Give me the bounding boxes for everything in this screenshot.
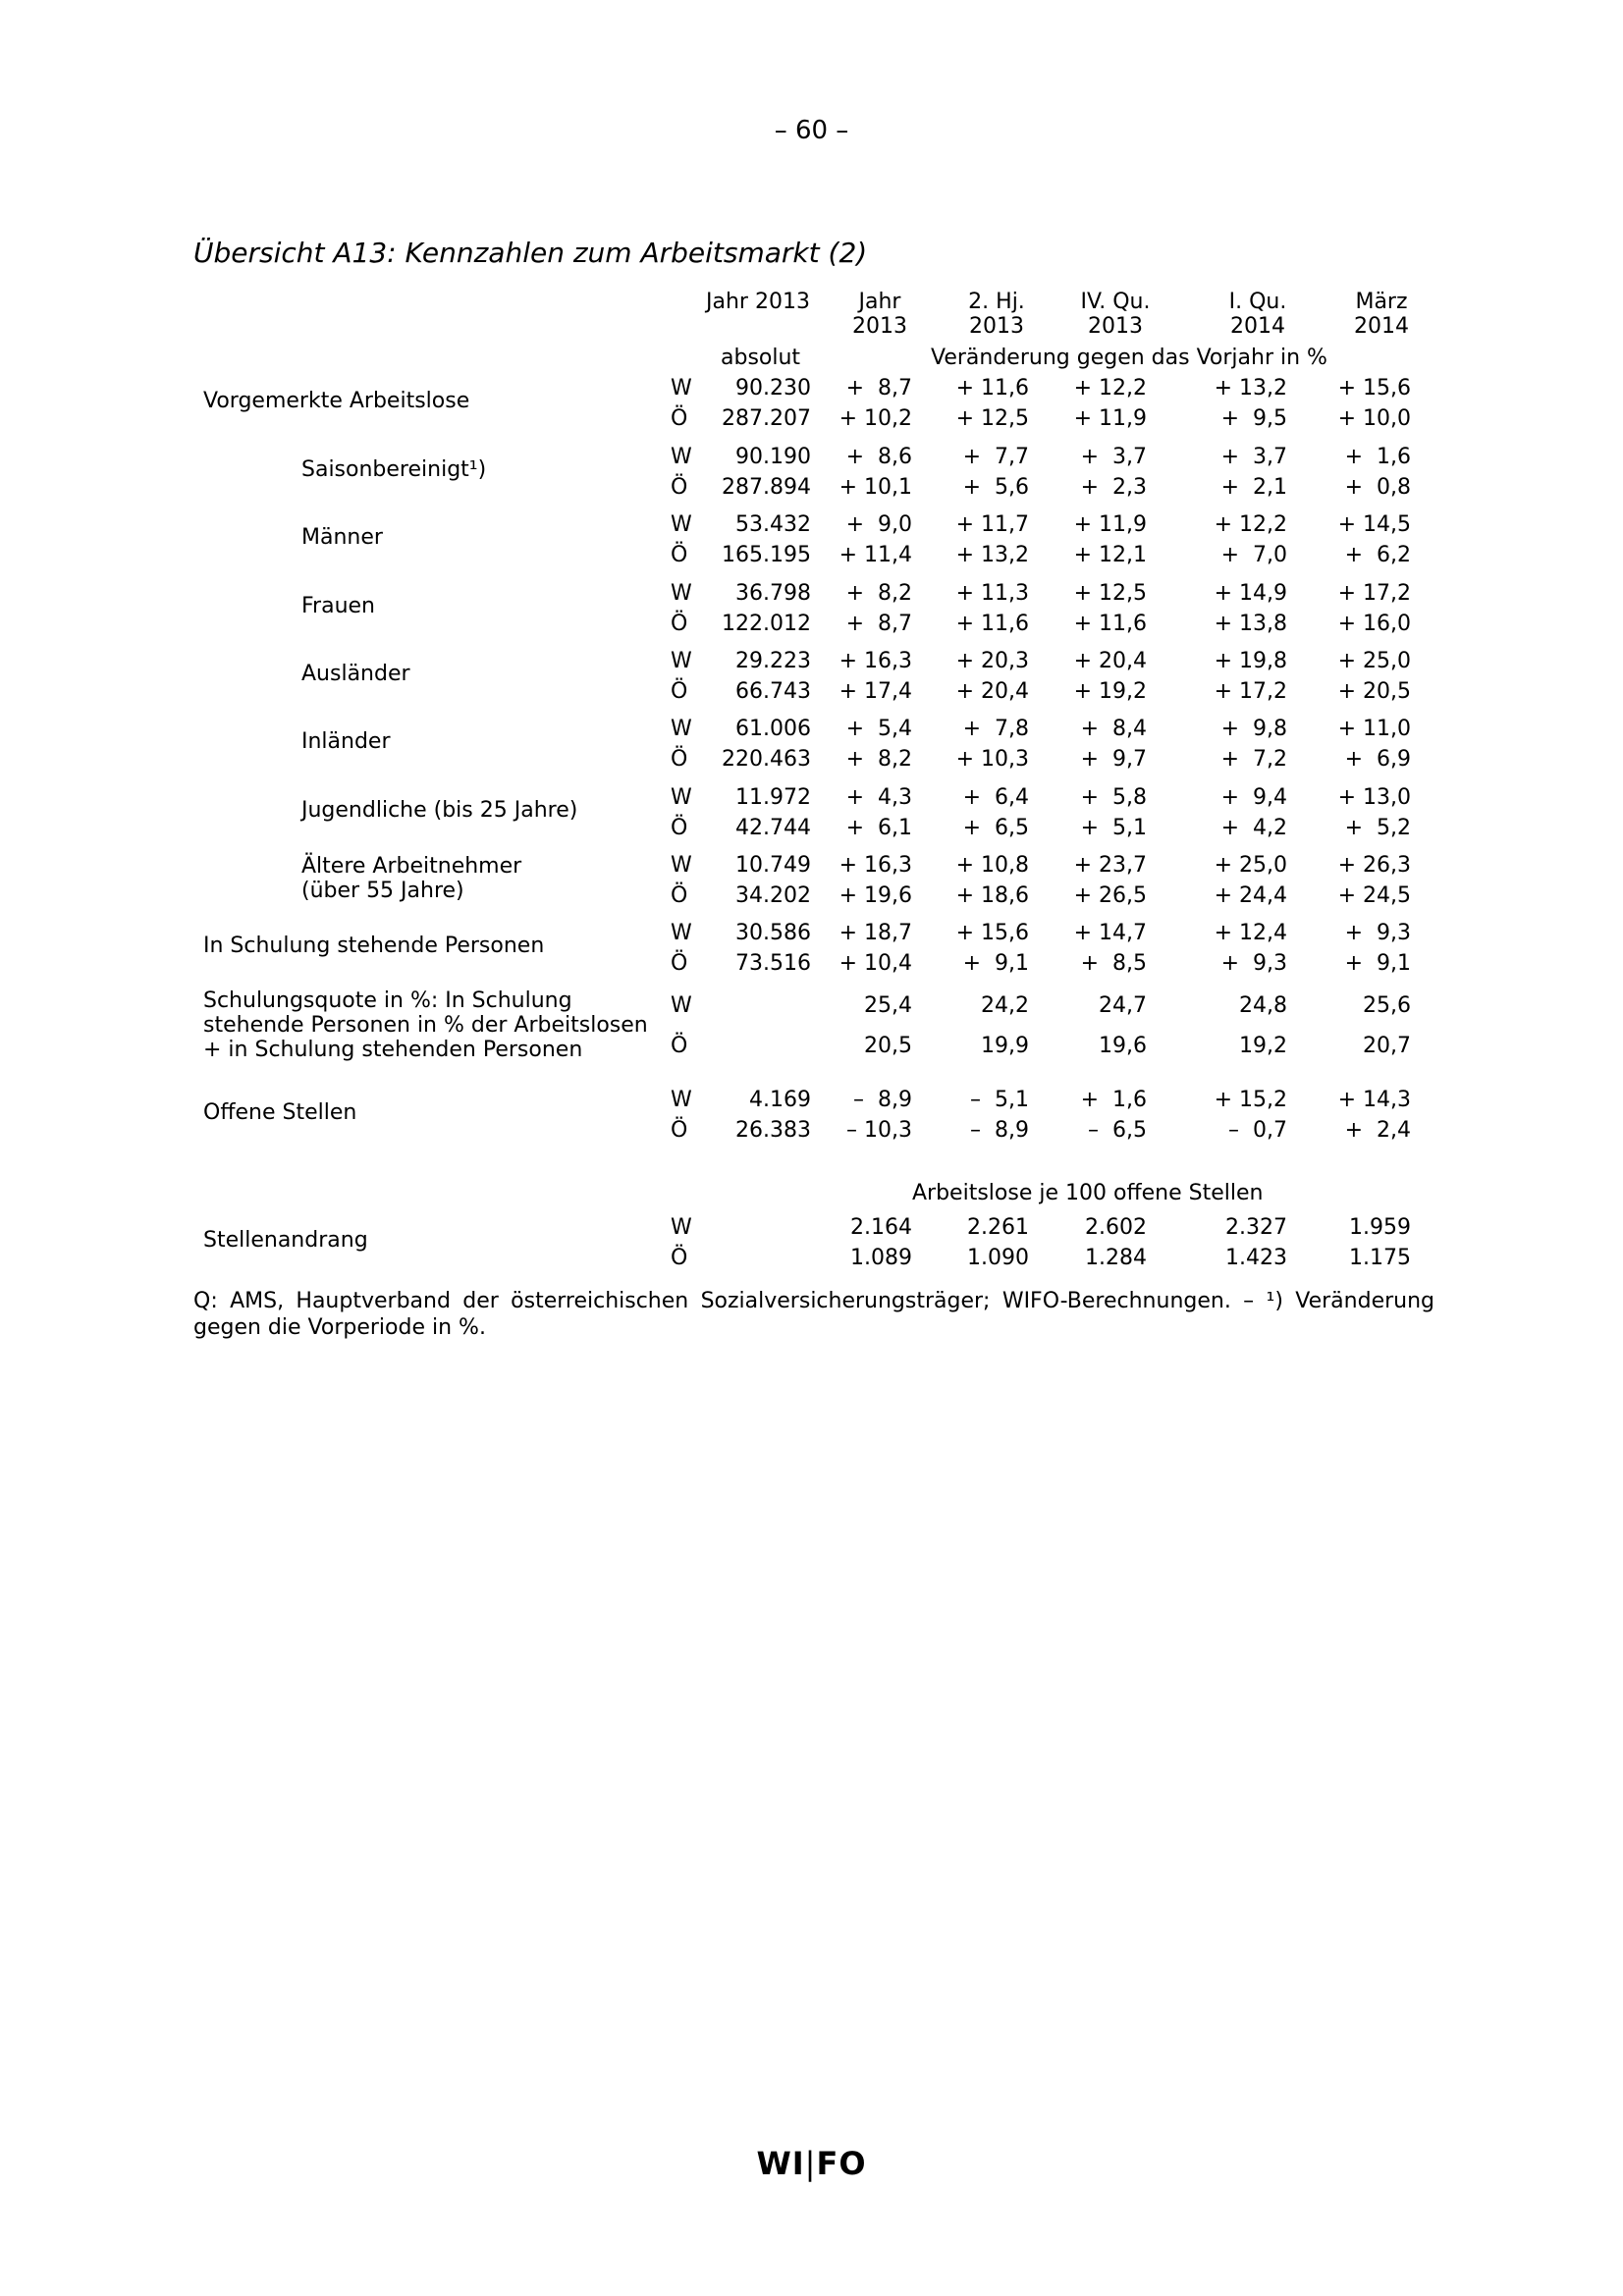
row-label: Ausländer	[301, 662, 410, 686]
region-code: W	[671, 445, 692, 469]
table-cell: + 9,7	[1080, 747, 1147, 772]
table-cell: + 17,4	[839, 679, 912, 704]
row-label: (über 55 Jahre)	[301, 879, 464, 903]
region-code: W	[671, 993, 692, 1018]
table-cell: 61.006	[735, 717, 811, 741]
table-cell: + 5,4	[845, 717, 912, 741]
table-cell: + 5,8	[1080, 785, 1147, 810]
table-cell: + 10,4	[839, 951, 912, 976]
table-cell: – 8,9	[853, 1088, 912, 1112]
table-cell: 20,5	[864, 1034, 912, 1058]
table-cell: + 7,8	[962, 717, 1029, 741]
table-cell: + 3,7	[1220, 445, 1287, 469]
table-cell: 2.164	[850, 1215, 912, 1240]
table-cell: 287.894	[722, 475, 811, 500]
table-cell: + 9,5	[1220, 406, 1287, 431]
table-cell: + 11,4	[839, 543, 912, 567]
region-code: W	[671, 512, 692, 537]
table-cell: 1.423	[1225, 1246, 1287, 1270]
region-code: W	[671, 581, 692, 606]
table-cell: + 13,8	[1214, 612, 1287, 636]
table-cell: + 11,7	[955, 512, 1029, 537]
table-cell: 2.602	[1085, 1215, 1147, 1240]
column-header: IV. Qu.	[1080, 290, 1151, 314]
region-code: W	[671, 921, 692, 945]
table-cell: 34.202	[735, 883, 811, 908]
table-cell: + 7,0	[1220, 543, 1287, 567]
column-header-year: 2013	[852, 314, 907, 339]
subheader-absolut: absolut	[721, 346, 801, 370]
table-cell: – 0,7	[1228, 1118, 1287, 1143]
table-cell: + 5,6	[962, 475, 1029, 500]
column-header-year: 2014	[1354, 314, 1409, 339]
table-cell: + 20,5	[1337, 679, 1411, 704]
table-cell: + 9,3	[1344, 921, 1411, 945]
table-cell: 36.798	[735, 581, 811, 606]
row-label: Vorgemerkte Arbeitslose	[203, 389, 470, 413]
wifo-logo: WI|FO	[756, 2145, 867, 2182]
table-cell: + 10,2	[839, 406, 912, 431]
table-cell: 19,2	[1239, 1034, 1287, 1058]
table-cell: + 10,3	[955, 747, 1029, 772]
row-label: Offene Stellen	[203, 1100, 357, 1125]
table-cell: + 6,4	[962, 785, 1029, 810]
table-cell: 66.743	[735, 679, 811, 704]
column-header: März	[1355, 290, 1408, 314]
table-cell: 24,2	[981, 993, 1029, 1018]
table-cell: + 0,8	[1344, 475, 1411, 500]
table-cell: + 14,7	[1073, 921, 1147, 945]
table-cell: + 11,9	[1073, 406, 1147, 431]
table-cell: + 6,5	[962, 816, 1029, 840]
table-cell: + 9,8	[1220, 717, 1287, 741]
table-cell: + 4,3	[845, 785, 912, 810]
table-cell: + 11,6	[955, 376, 1029, 400]
table-cell: – 10,3	[846, 1118, 912, 1143]
table-cell: + 8,7	[845, 612, 912, 636]
table-cell: 42.744	[735, 816, 811, 840]
table-cell: + 18,6	[955, 883, 1029, 908]
table-cell: + 8,4	[1080, 717, 1147, 741]
table-cell: 1.089	[850, 1246, 912, 1270]
table-cell: + 12,5	[1073, 581, 1147, 606]
table-cell: + 7,2	[1220, 747, 1287, 772]
table-cell: 90.230	[735, 376, 811, 400]
table-cell: + 14,3	[1337, 1088, 1411, 1112]
table-cell: + 6,1	[845, 816, 912, 840]
table-cell: 1.959	[1349, 1215, 1411, 1240]
column-header: Jahr	[858, 290, 901, 314]
region-code: W	[671, 785, 692, 810]
table-cell: + 9,0	[845, 512, 912, 537]
region-code: Ö	[671, 612, 688, 636]
table-cell: + 17,2	[1214, 679, 1287, 704]
table-cell: 25,4	[864, 993, 912, 1018]
table-cell: + 13,0	[1337, 785, 1411, 810]
table-cell: + 9,4	[1220, 785, 1287, 810]
table-cell: + 6,9	[1344, 747, 1411, 772]
table-cell: + 5,2	[1344, 816, 1411, 840]
table-cell: 24,8	[1239, 993, 1287, 1018]
table-cell: + 14,5	[1337, 512, 1411, 537]
table-cell: + 5,1	[1080, 816, 1147, 840]
table-cell: + 19,6	[839, 883, 912, 908]
table-cell: + 11,6	[1073, 612, 1147, 636]
table-cell: + 24,5	[1337, 883, 1411, 908]
table-cell: 4.169	[749, 1088, 811, 1112]
table-cell: + 23,7	[1073, 853, 1147, 878]
table-cell: + 25,0	[1337, 649, 1411, 673]
region-code: Ö	[671, 1034, 688, 1058]
region-code: Ö	[671, 543, 688, 567]
region-code: W	[671, 376, 692, 400]
table-cell: + 8,7	[845, 376, 912, 400]
table-cell: + 2,1	[1220, 475, 1287, 500]
table-cell: + 25,0	[1214, 853, 1287, 878]
table-cell: + 20,4	[1073, 649, 1147, 673]
table-cell: + 16,0	[1337, 612, 1411, 636]
column-header-year: 2013	[1088, 314, 1143, 339]
table-cell: + 8,5	[1080, 951, 1147, 976]
table-cell: + 3,7	[1080, 445, 1147, 469]
table-cell: + 12,2	[1073, 376, 1147, 400]
table-cell: 53.432	[735, 512, 811, 537]
row-label: + in Schulung stehenden Personen	[203, 1038, 583, 1062]
table-cell: + 15,6	[955, 921, 1029, 945]
row-label: Saisonbereinigt¹)	[301, 457, 487, 482]
table-cell: + 10,1	[839, 475, 912, 500]
table-cell: – 6,5	[1088, 1118, 1147, 1143]
table-cell: + 20,3	[955, 649, 1029, 673]
table-cell: + 8,2	[845, 581, 912, 606]
table-cell: + 9,1	[962, 951, 1029, 976]
table-cell: + 18,7	[839, 921, 912, 945]
table-cell: + 10,8	[955, 853, 1029, 878]
footnote-line-1: Q: AMS, Hauptverband der österreichischen Sozialversicherungsträger; WIFO-Berechnungen. – ¹) Veränderung	[193, 1289, 1434, 1313]
region-code: Ö	[671, 475, 688, 500]
table-cell: 19,6	[1099, 1034, 1147, 1058]
table-cell: 11.972	[735, 785, 811, 810]
table-cell: + 8,2	[845, 747, 912, 772]
table-cell: + 9,3	[1220, 951, 1287, 976]
region-code: Ö	[671, 816, 688, 840]
table-cell: + 1,6	[1344, 445, 1411, 469]
table-cell: + 11,6	[955, 612, 1029, 636]
region-code: Ö	[671, 406, 688, 431]
table-cell: + 16,3	[839, 649, 912, 673]
table-cell: + 11,3	[955, 581, 1029, 606]
region-code: W	[671, 717, 692, 741]
table-cell: + 11,9	[1073, 512, 1147, 537]
table-cell: + 2,3	[1080, 475, 1147, 500]
row-label: Stellenandrang	[203, 1228, 368, 1253]
row-label: Jugendliche (bis 25 Jahre)	[301, 798, 578, 823]
column-header: 2. Hj.	[968, 290, 1025, 314]
subheader-change: Veränderung gegen das Vorjahr in %	[931, 346, 1327, 370]
column-header: I. Qu.	[1228, 290, 1287, 314]
table-cell: 73.516	[735, 951, 811, 976]
table-cell: 26.383	[735, 1118, 811, 1143]
table-cell: 122.012	[722, 612, 811, 636]
region-code: W	[671, 1215, 692, 1240]
table-cell: + 8,6	[845, 445, 912, 469]
table-cell: 1.090	[967, 1246, 1029, 1270]
table-cell: + 17,2	[1337, 581, 1411, 606]
table-cell: 90.190	[735, 445, 811, 469]
table-cell: + 15,6	[1337, 376, 1411, 400]
row-label: Inländer	[301, 729, 391, 754]
table-title: Übersicht A13: Kennzahlen zum Arbeitsmarkt (2)	[193, 237, 868, 269]
region-code: Ö	[671, 951, 688, 976]
table-cell: + 13,2	[955, 543, 1029, 567]
table-cell: + 16,3	[839, 853, 912, 878]
table-cell: + 11,0	[1337, 717, 1411, 741]
row-label: Schulungsquote in %: In Schulung	[203, 988, 572, 1013]
table-cell: + 26,3	[1337, 853, 1411, 878]
table-cell: 220.463	[722, 747, 811, 772]
table-cell: – 8,9	[970, 1118, 1029, 1143]
table-cell: + 12,4	[1214, 921, 1287, 945]
footnote	[193, 1288, 1434, 1341]
table-cell: + 6,2	[1344, 543, 1411, 567]
column-header-year: 2013	[969, 314, 1024, 339]
page-number: – 60 –	[774, 116, 849, 145]
table-cell: 20,7	[1363, 1034, 1411, 1058]
stellen-header: Arbeitslose je 100 offene Stellen	[912, 1181, 1264, 1205]
region-code: Ö	[671, 1118, 688, 1143]
table-cell: 1.284	[1085, 1246, 1147, 1270]
table-cell: + 24,4	[1214, 883, 1287, 908]
row-label: stehende Personen in % der Arbeitslosen	[203, 1013, 648, 1038]
region-code: Ö	[671, 679, 688, 704]
region-code: Ö	[671, 747, 688, 772]
row-label: In Schulung stehende Personen	[203, 934, 545, 958]
table-cell: + 20,4	[955, 679, 1029, 704]
table-cell: + 14,9	[1214, 581, 1287, 606]
table-cell: + 12,1	[1073, 543, 1147, 567]
table-cell: 2.261	[967, 1215, 1029, 1240]
column-header: Jahr 2013	[706, 290, 810, 314]
region-code: Ö	[671, 1246, 688, 1270]
table-cell: + 19,8	[1214, 649, 1287, 673]
table-cell: + 12,2	[1214, 512, 1287, 537]
table-cell: + 26,5	[1073, 883, 1147, 908]
table-cell: – 5,1	[970, 1088, 1029, 1112]
table-cell: 30.586	[735, 921, 811, 945]
row-label: Frauen	[301, 594, 376, 618]
table-cell: + 7,7	[962, 445, 1029, 469]
table-cell: 10.749	[735, 853, 811, 878]
region-code: W	[671, 649, 692, 673]
row-label: Ältere Arbeitnehmer	[301, 854, 522, 879]
table-cell: 25,6	[1363, 993, 1411, 1018]
table-cell: 19,9	[981, 1034, 1029, 1058]
table-cell: + 10,0	[1337, 406, 1411, 431]
region-code: W	[671, 853, 692, 878]
table-cell: + 2,4	[1344, 1118, 1411, 1143]
table-cell: 29.223	[735, 649, 811, 673]
footnote-line-2: gegen die Vorperiode in %.	[193, 1315, 486, 1340]
table-cell: + 12,5	[955, 406, 1029, 431]
table-cell: 287.207	[722, 406, 811, 431]
table-cell: + 15,2	[1214, 1088, 1287, 1112]
region-code: Ö	[671, 883, 688, 908]
table-cell: + 9,1	[1344, 951, 1411, 976]
table-cell: 1.175	[1349, 1246, 1411, 1270]
region-code: W	[671, 1088, 692, 1112]
column-header-year: 2014	[1230, 314, 1285, 339]
table-cell: + 13,2	[1214, 376, 1287, 400]
table-cell: + 1,6	[1080, 1088, 1147, 1112]
table-cell: + 4,2	[1220, 816, 1287, 840]
table-cell: + 19,2	[1073, 679, 1147, 704]
table-cell: 2.327	[1225, 1215, 1287, 1240]
row-label: Männer	[301, 525, 383, 550]
table-cell: 24,7	[1099, 993, 1147, 1018]
table-cell: 165.195	[722, 543, 811, 567]
